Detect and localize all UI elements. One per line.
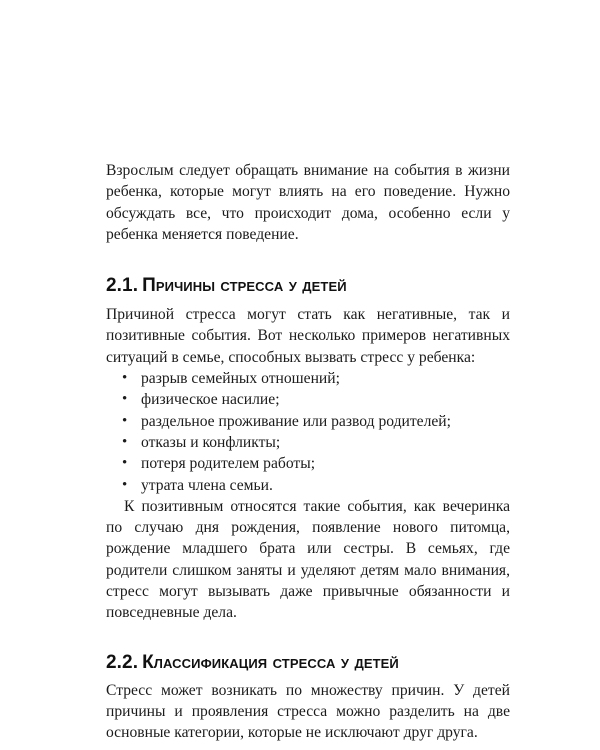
section-number: 2.2. <box>106 651 139 673</box>
bullet-icon: • <box>122 476 128 493</box>
list-item: • разрыв семейных отношений; <box>106 368 510 389</box>
list-item: • физическое насилие; <box>106 389 510 410</box>
section2-paragraph: Стресс может возникать по множеству причин. У детей причины и проявления стресса можно разделить на две основные категории, которые не исключают друг друга. <box>106 681 510 742</box>
list-item: • раздельное проживание или развод родителей; <box>106 411 510 432</box>
section1-paragraph: Причиной стресса могут стать как негативные, так и позитивные события. Вот несколько примеров негативных ситуаций в семье, способных вызвать стресс у ребенка: <box>106 306 510 366</box>
bullet-icon: • <box>122 433 128 450</box>
list-item: • отказы и конфликты; <box>106 432 510 453</box>
intro-paragraph: Взрослым следует обращать внимание на события в жизни ребенка, которые могут влиять на его поведение. Нужно обсуждать все, что происходит дома, особенно если у ребенка меняется поведение. <box>106 162 510 243</box>
list-item: • утрата члена семьи. <box>106 475 510 496</box>
bullet-icon: • <box>122 370 128 387</box>
stress-causes-list <box>106 368 510 496</box>
section-title: Классификация стресса у детей <box>142 651 399 673</box>
section-title: Причины стресса у детей <box>142 275 347 297</box>
section1-paragraph-2: К позитивным относятся такие события, как вечеринка по случаю дня рождения, появление нового питомца, рождение младшего брата или сестры. В семьях, где родители слишком заняты и уделяют детям мало внимания, стресс могут вызывать даже привычные обязанности и повседневные дела. <box>106 497 510 622</box>
bullet-icon: • <box>122 412 128 429</box>
section-number: 2.1. <box>106 275 139 297</box>
bullet-icon: • <box>122 455 128 472</box>
bullet-icon: • <box>122 391 128 408</box>
section-heading-2-1 <box>106 274 510 298</box>
list-item: • потеря родителем работы; <box>106 453 510 474</box>
section-heading-2-2 <box>106 651 510 675</box>
page-content <box>106 160 510 744</box>
